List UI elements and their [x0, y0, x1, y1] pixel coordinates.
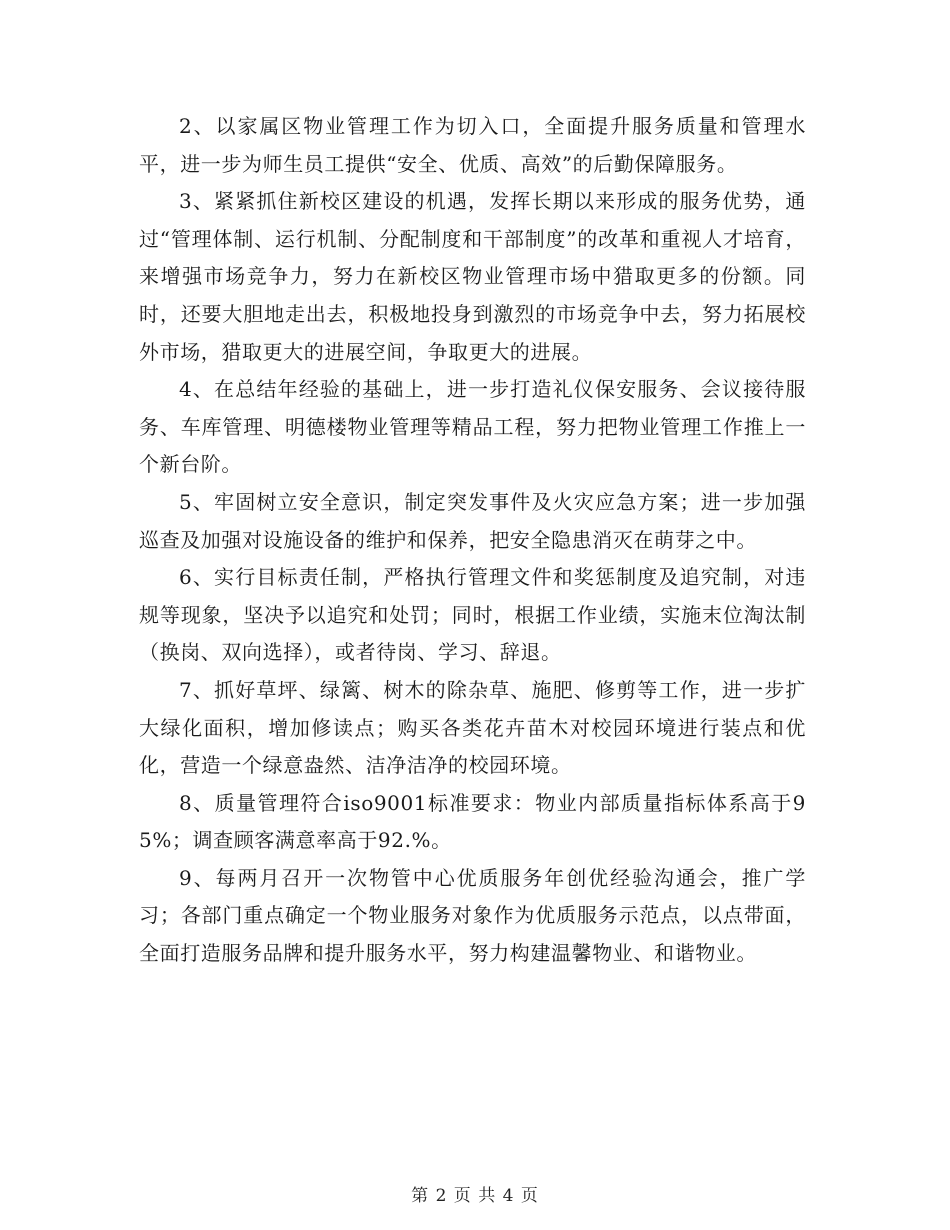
page-number-footer: 第 2 页 共 4 页: [411, 1186, 539, 1206]
paragraph-item-5: 5、牢固树立安全意识，制定突发事件及火灾应急方案；进一步加强巡查及加强对设施设备的维护和保养，把安全隐患消灭在萌芽之中。: [139, 489, 806, 552]
paragraph-item-8: 8、质量管理符合iso9001标准要求：物业内部质量指标体系高于95%；调查顾客满意率高于92.%。: [139, 790, 806, 853]
paragraph-item-3: 3、紧紧抓住新校区建设的机遇，发挥长期以来形成的服务优势，通过“管理体制、运行机制、分配制度和干部制度”的改革和重视人才培育，来增强市场竞争力，努力在新校区物业管理市场中猎取更多的份额。同时，还要大胆地走出去，积极地投身到激烈的市场竞争中去，努力拓展校外市场，猎取更大的进展空间，争取更大的进展。: [139, 189, 806, 364]
paragraph-item-6: 6、实行目标责任制，严格执行管理文件和奖惩制度及追究制，对违规等现象，坚决予以追究和处罚；同时，根据工作业绩，实施末位淘汰制（换岗、双向选择），或者待岗、学习、辞退。: [139, 565, 806, 665]
paragraph-item-4: 4、在总结年经验的基础上，进一步打造礼仪保安服务、会议接待服务、车库管理、明德楼物业管理等精品工程，努力把物业管理工作推上一个新台阶。: [139, 377, 806, 477]
paragraph-item-7: 7、抓好草坪、绿篱、树木的除杂草、施肥、修剪等工作，进一步扩大绿化面积，增加修读点；购买各类花卉苗木对校园环境进行装点和优化，营造一个绿意盎然、洁净洁净的校园环境。: [139, 677, 806, 778]
paragraph-item-9: 9、每两月召开一次物管中心优质服务年创优经验沟通会，推广学习；各部门重点确定一个物业服务对象作为优质服务示范点，以点带面，全面打造服务品牌和提升服务水平，努力构建温馨物业、和谐物业。: [139, 865, 806, 966]
paragraph-item-2: 2、以家属区物业管理工作为切入口，全面提升服务质量和管理水平，进一步为师生员工提供“安全、优质、高效”的后勤保障服务。: [139, 114, 806, 176]
document-body: [139, 108, 806, 973]
